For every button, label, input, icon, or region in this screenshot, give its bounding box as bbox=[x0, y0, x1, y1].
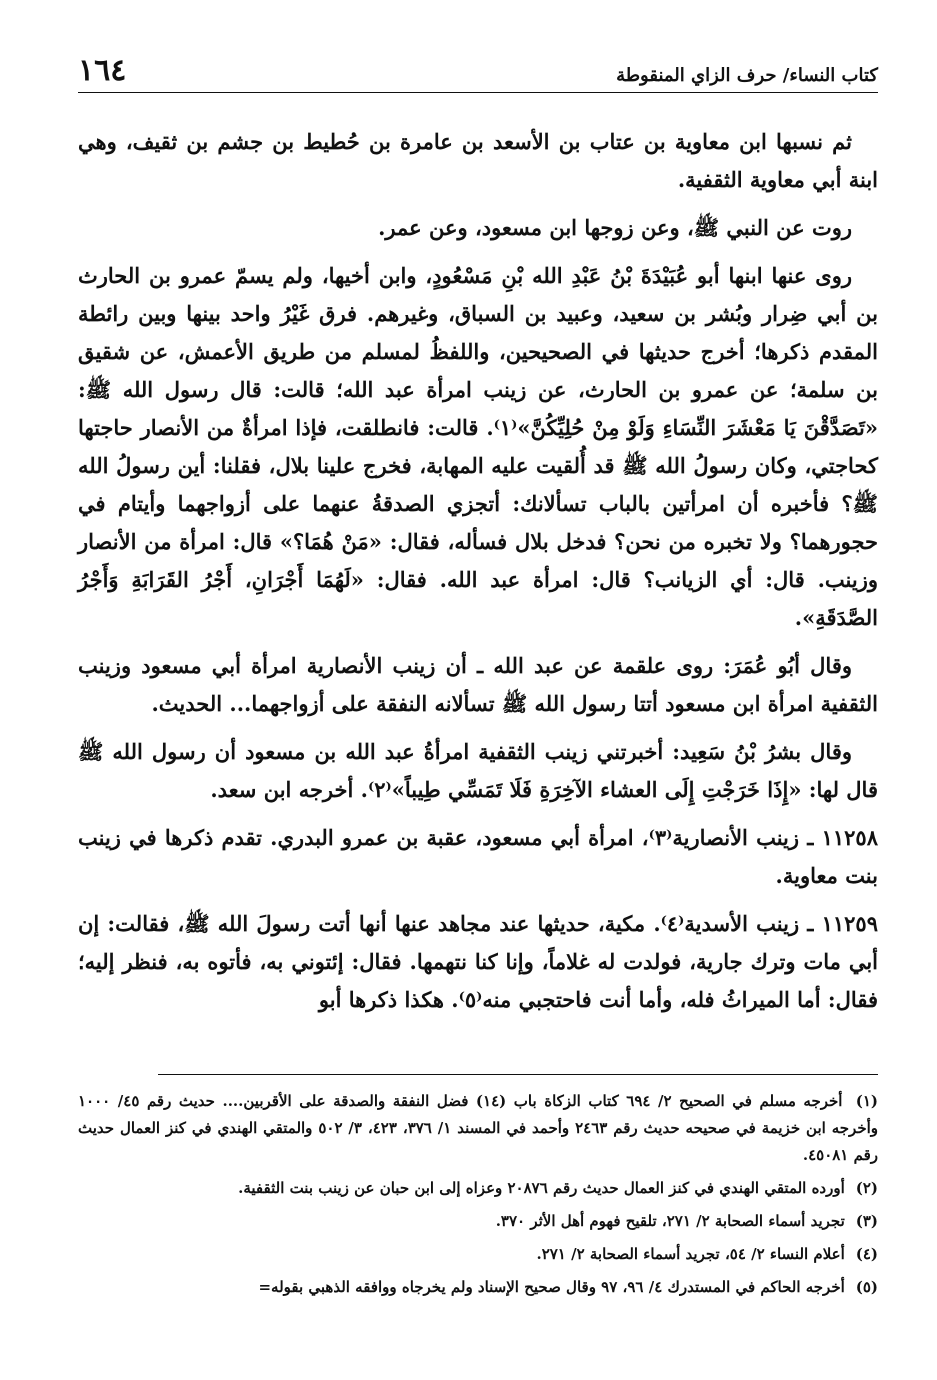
footnote bbox=[78, 1241, 878, 1268]
footnote-number: (٤) bbox=[855, 1245, 878, 1263]
footnote bbox=[78, 1175, 878, 1202]
footnote-number: (٥) bbox=[855, 1278, 878, 1296]
footnote bbox=[78, 1088, 878, 1169]
footnote bbox=[78, 1208, 878, 1235]
paragraph: وقال أبُو عُمَرَ: روى علقمة عن عبد الله ـ أن زينب الأنصارية امرأة أبي مسعود وزينب الثقفية امرأة ابن مسعود أتتا رسول الله ﷺ تسألانه النفقة على أزواجهما... الحديث. bbox=[78, 653, 878, 716]
footnote bbox=[78, 1274, 878, 1301]
footnote-text: أخرجه مسلم في الصحيح ٢/ ٦٩٤ كتاب الزكاة باب (١٤) فضل النفقة والصدقة على الأقربين.... حديث رقم ٤٥/ ١٠٠٠ وأخرجه ابن خزيمة في صحيحه حديث رقم ٢٤٦٣ وأحمد في المسند ١/ ٣٧٦، ٤٢٣، ٣/ ٥٠٢ والمتقي الهندي في كنز العمال حديث رقم ٤٥٠٨١. bbox=[78, 1092, 879, 1164]
book-page bbox=[78, 42, 878, 1342]
paragraph: ثم نسبها ابن معاوية بن عتاب بن الأسعد بن عامرة بن حُطيط بن جشم بن ثقيف، وهي ابنة أبي معاوية الثقفية. bbox=[78, 129, 878, 192]
main-text bbox=[78, 123, 878, 1019]
biographical-entry: ١١٢٥٨ ـ زينب الأنصارية⁽٣⁾، امرأة أبي مسعود، عقبة بن عمرو البدري. تقدم ذكرها في زينب بنت معاوية. bbox=[78, 825, 878, 888]
paragraph: روت عن النبي ﷺ، وعن زوجها ابن مسعود، وعن عمر. bbox=[378, 215, 852, 240]
paragraph: روى عنها ابنها أبو عُبَيْدَةَ بْنُ عَبْدِ الله بْنِ مَسْعُودٍ، وابن أخيها، ولم يسمّ عمرو بن الحارث بن أبي ضِرار وبُشر بن سعيد، وعبيد بن السباق، وغيرهم. فرق غَيْرُ واحد بينها وبين رائطة المقدم ذكرها؛ أخرج حديثها في الصحيحين، واللفظُ لمسلم من طريق الأعمش، عن شقيق بن سلمة؛ عن عمرو بن الحارث، عن زينب امرأة عبد الله؛ قالت: قال رسول الله ﷺ: «تَصَدَّقْنَ يَا مَعْشَرَ النِّسَاءِ وَلَوْ مِنْ حُلِيِّكُنَّ»⁽١⁾. قالت: فانطلقت، فإذا امرأةٌ من الأنصار حاجتها كحاجتي، وكان رسولُ الله ﷺ قد أُلقيت عليه المهابة، فخرج علينا بلال، فقلنا: أين رسولُ الله ﷺ؟ فأخبره أن امرأتين بالباب تسألانك: أتجزي الصدقةُ عنهما على أزواجهما وأيتام في حجورهما؟ ولا تخبره من نحن؟ فدخل بلال فسأله، فقال: «مَنْ هُمَا؟» قال: امرأة من الأنصار وزينب. قال: أي الزيانب؟ قال: امرأة عبد الله. فقال: «لَهُمَا أَجْرَانِ، أَجْرُ القَرَابَةِ وَأَجْرُ الصَّدَقَةِ». bbox=[78, 263, 878, 630]
running-head: كتاب النساء/ حرف الزاي المنقوطة bbox=[616, 65, 878, 87]
footnote-text: أخرجه الحاكم في المستدرك ٤/ ٩٦، ٩٧ وقال صحيح الإسناد ولم يخرجاه ووافقه الذهبي بقوله= bbox=[258, 1278, 845, 1296]
biographical-entry: ١١٢٥٩ ـ زينب الأسدية⁽٤⁾. مكية، حديثها عند مجاهد عنها أنها أتت رسولَ الله ﷺ، فقالت: إن أبي مات وترك جارية، فولدت له غلاماً، وإنا كنا نتهمها. فقال: إئتوني به، فأتوه به، فنظر إليه؛ فقال: أما الميراثُ فله، وأما أنت فاحتجبي منه⁽٥⁾. هكذا ذكرها أبو bbox=[78, 911, 878, 1012]
footnote-text: تجريد أسماء الصحابة ٢/ ٢٧١، تلقيح فهوم أهل الأثر ٣٧٠. bbox=[495, 1212, 845, 1230]
footnote-text: أورده المتقي الهندي في كنز العمال حديث رقم ٢٠٨٧٦ وعزاه إلى ابن حبان عن زينب بنت الثقفية. bbox=[238, 1179, 845, 1197]
footnote-text: أعلام النساء ٢/ ٥٤، تجريد أسماء الصحابة ٢/ ٢٧١. bbox=[536, 1245, 845, 1263]
footnote-number: (٣) bbox=[855, 1212, 878, 1230]
footnote-divider bbox=[158, 1074, 878, 1075]
page-number: ١٦٤ bbox=[78, 53, 127, 88]
footnote-number: (١) bbox=[855, 1092, 878, 1110]
footnote-list bbox=[78, 1088, 878, 1307]
paragraph: وقال بشرُ بْنُ سَعِيد: أخبرتني زينب الثقفية امرأةُ عبد الله بن مسعود أن رسول الله ﷺ قال لها: «إِذَا خَرَجْتِ إِلَى العشاء الآخِرَةِ فَلَا تَمَسِّي طِيباً»⁽٢⁾. أخرجه ابن سعد. bbox=[78, 739, 878, 802]
page-header bbox=[78, 42, 878, 93]
footnote-number: (٢) bbox=[855, 1179, 878, 1197]
